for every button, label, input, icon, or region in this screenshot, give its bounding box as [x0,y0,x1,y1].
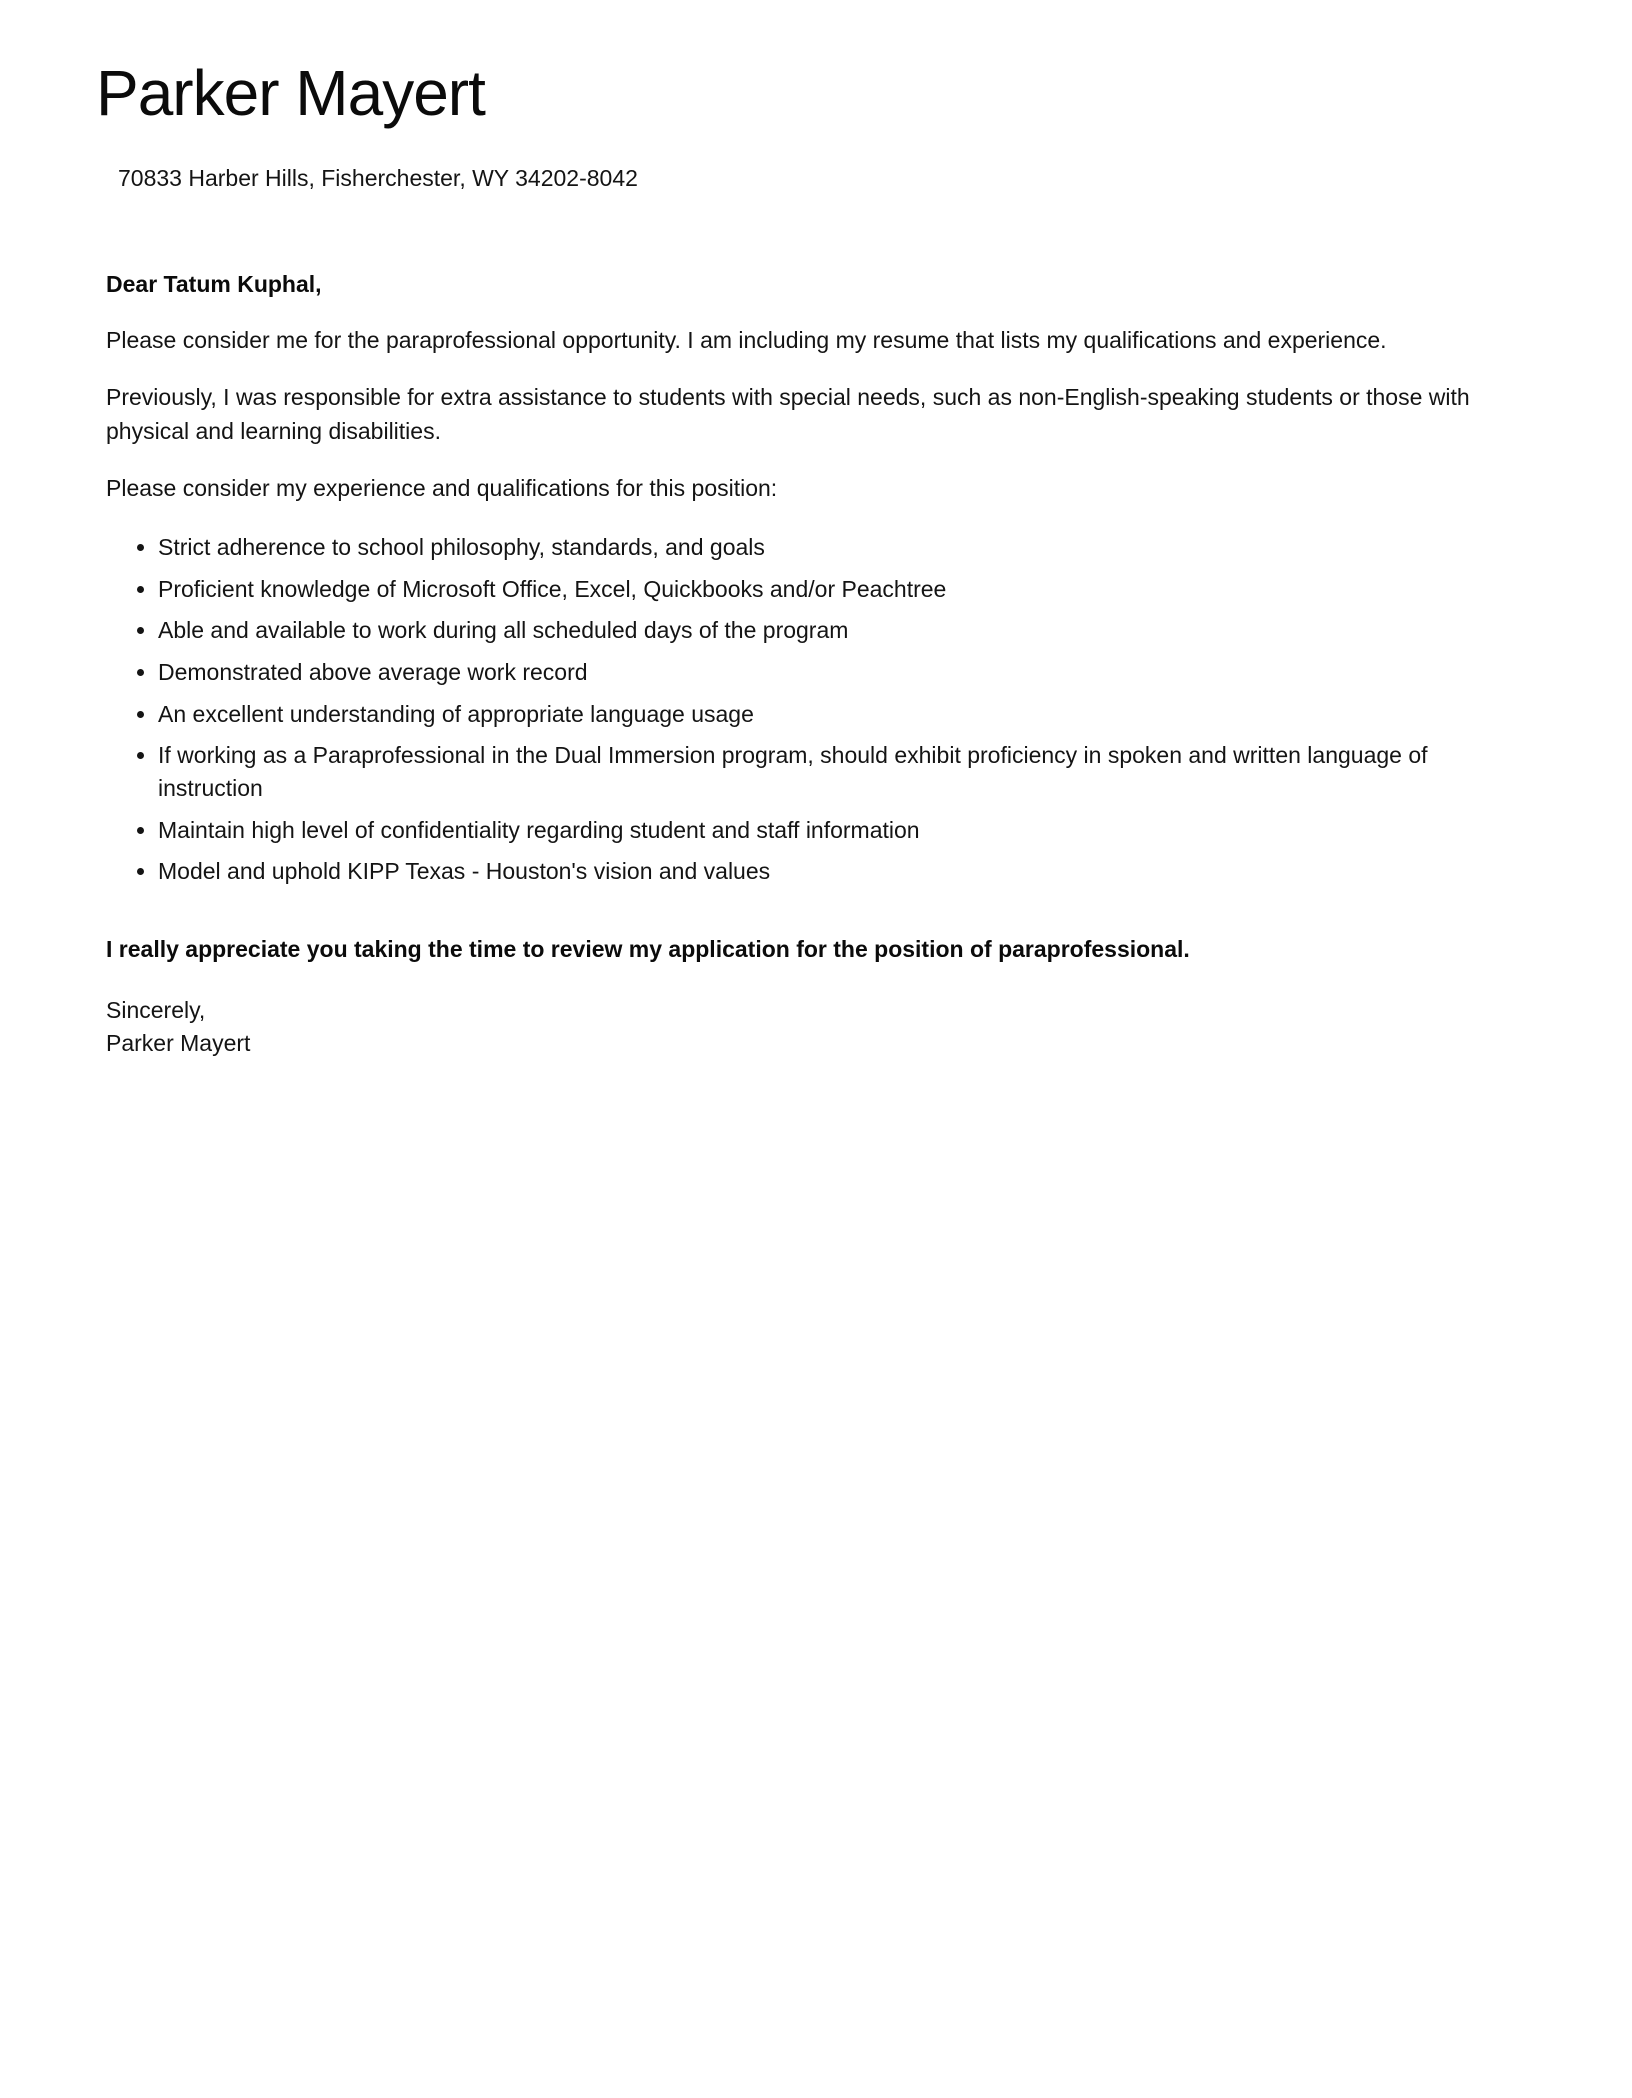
signoff: Sincerely, [106,997,206,1024]
qualifications-list [106,531,1492,888]
list-item: • An excellent understanding of appropriate language usage [158,698,1492,731]
salutation: Dear Tatum Kuphal, [106,270,322,297]
list-item: • Maintain high level of confidentiality regarding student and staff information [158,814,1492,847]
list-item: • If working as a Paraprofessional in the Dual Immersion program, should exhibit proficiency in spoken and written language of instruction [158,739,1492,804]
paragraph-lead-in: Please consider my experience and qualifications for this position: [106,474,778,501]
list-item: • Demonstrated above average work record [158,656,1492,689]
list-item: • Able and available to work during all scheduled days of the program [158,614,1492,647]
paragraph-previous-experience: Previously, I was responsible for extra assistance to students with special needs, such as non-English-speaking students or those with physical and learning disabilities. [106,383,1470,445]
signature-name: Parker Mayert [106,1030,251,1057]
closing-statement: I really appreciate you taking the time to review my application for the position of paraprofessional. [106,935,1190,962]
sender-address: 70833 Harber Hills, Fisherchester, WY 34202-8042 [118,165,638,192]
list-item: • Proficient knowledge of Microsoft Office, Excel, Quickbooks and/or Peachtree [158,573,1492,606]
list-item: • Model and uphold KIPP Texas - Houston's vision and values [158,855,1492,888]
list-item: • Strict adherence to school philosophy, standards, and goals [158,531,1492,564]
paragraph-intro: Please consider me for the paraprofessional opportunity. I am including my resume that lists my qualifications and experience. [106,327,1387,354]
page-title: Parker Mayert [96,57,485,129]
